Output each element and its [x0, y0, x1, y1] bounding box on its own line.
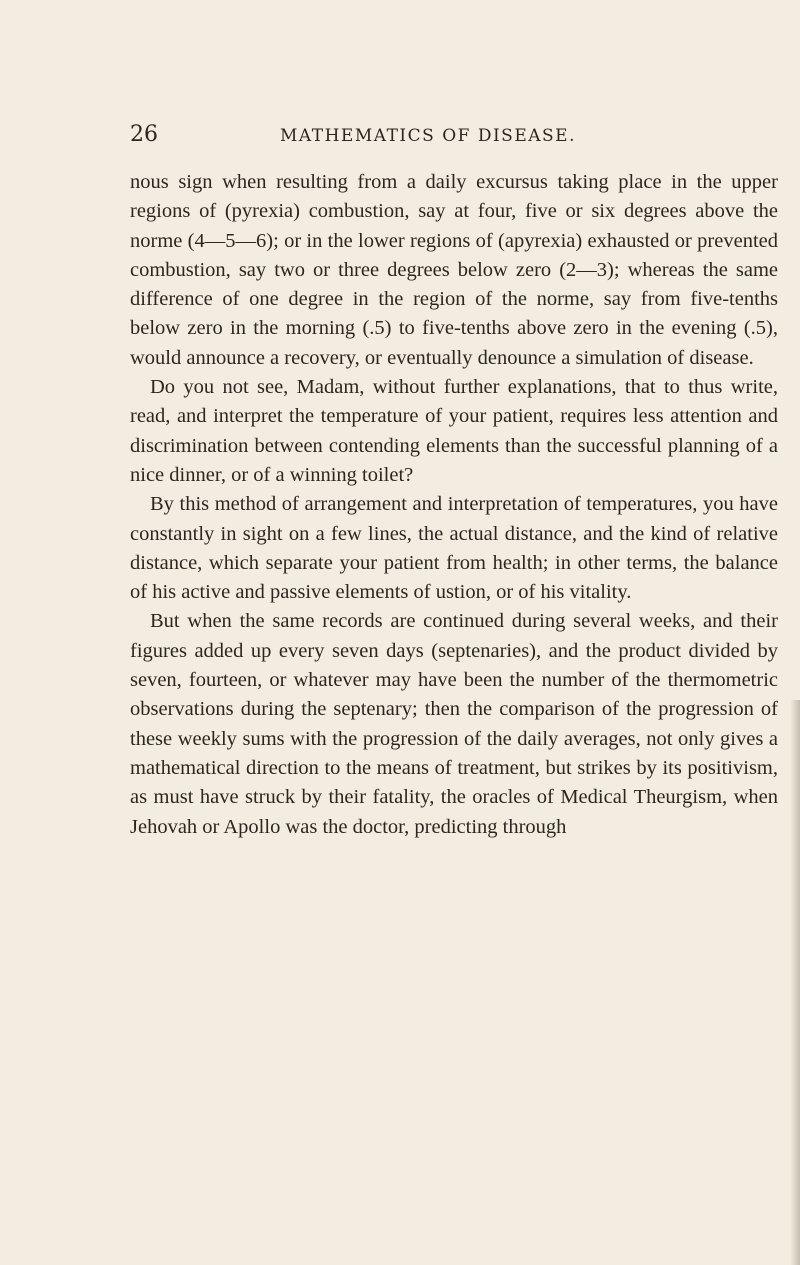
paragraph: By this method of arrangement and interpretation of temperatures, you have constantly in sight on a few lines, the actual distance, and the kind of relative distance, which separate your patient from health; in other terms, the balance of his active and passive elements of ustion, or of his vitality. [130, 493, 778, 604]
paragraph: But when the same records are continued during several weeks, and their figures added up every seven days (septenaries), and the product divided by seven, fourteen, or whatever may have been the number of the thermometric observations during the septenary; then the comparison of the progression of these weekly sums with the progression of the daily averages, not only gives a mathematical direction to the means of treatment, but strikes by its positivism, as must have struck by their fatality, the oracles of Medical Theurgism, when Jehovah or Apollo was the doctor, predicting through [130, 610, 778, 838]
body-text [130, 168, 778, 842]
paragraph: nous sign when resulting from a daily excursus taking place in the upper regions of (pyrexia) combustion, say at four, five or six degrees above the norme (4—5—6); or in the lower regions of (apyrexia) exhausted or prevented combustion, say two or three degrees below zero (2—3); whereas the same difference of one degree in the region of the norme, say from five-tenths below zero in the morning (.5) to five-tenths above zero in the evening (.5), would announce a recovery, or eventually denounce a simulation of disease. [130, 171, 778, 369]
page-edge-shadow [790, 700, 800, 1265]
page-number: 26 [130, 122, 158, 147]
paragraph: Do you not see, Madam, without further explanations, that to thus write, read, and interpret the temperature of your patient, requires less attention and discrimination between contending elements than the successful planning of a nice dinner, or of a winning toilet? [130, 376, 778, 486]
running-head: MATHEMATICS OF DISEASE. [280, 126, 576, 146]
page-header [130, 122, 770, 150]
